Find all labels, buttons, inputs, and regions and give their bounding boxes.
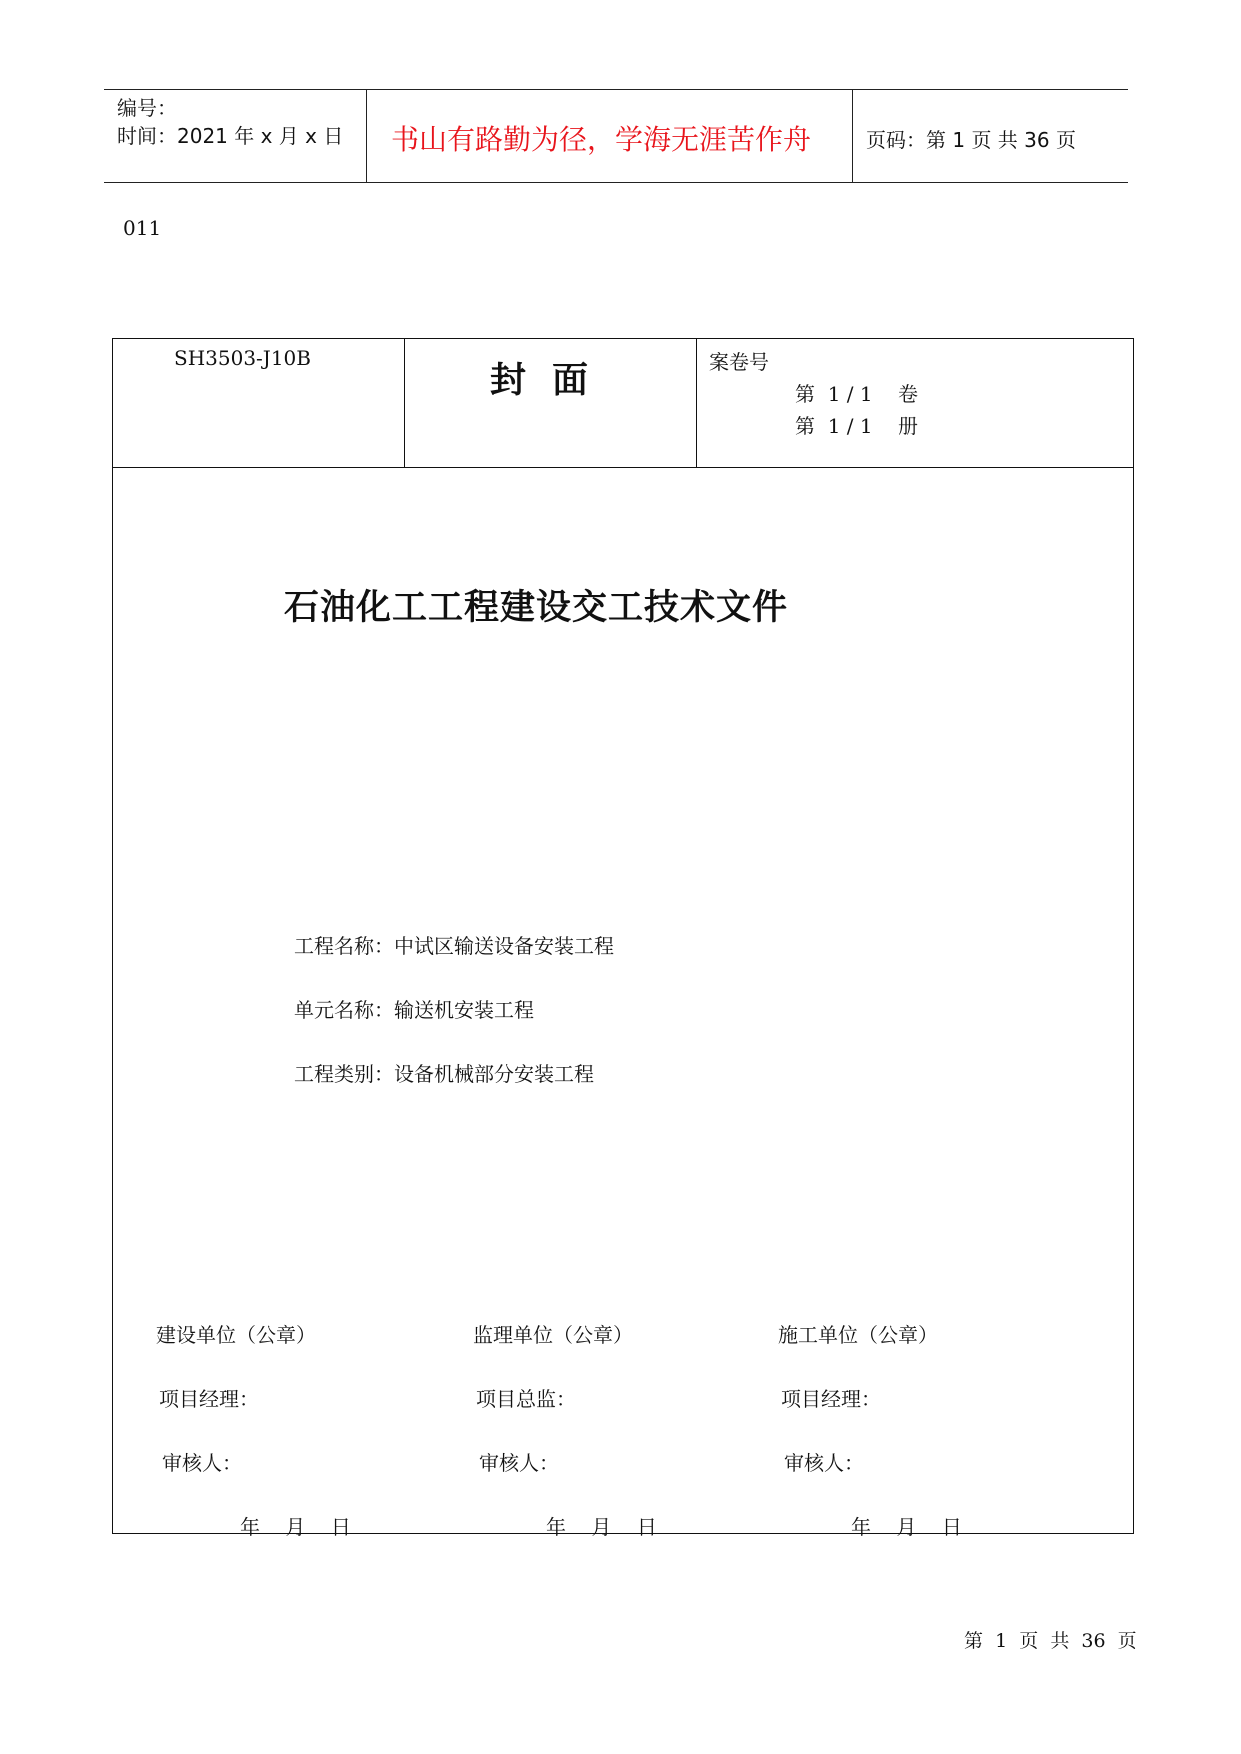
owner-project-manager: 项目经理： — [159, 1387, 259, 1411]
footer-page-number: 第 1 页 共 36 页 — [964, 1630, 1137, 1652]
document-code: 011 — [123, 216, 162, 240]
header-divider-left — [366, 89, 367, 182]
unit-name: 单元名称：输送机安装工程 — [294, 998, 534, 1022]
supervisor-reviewer: 审核人： — [479, 1451, 559, 1475]
owner-date: 年 月 日 — [240, 1515, 351, 1539]
book-number: 第 1 / 1 册 — [795, 414, 919, 438]
project-type: 工程类别：设备机械部分安装工程 — [294, 1062, 594, 1086]
cover-header-divider-1 — [404, 338, 405, 468]
volume-number: 第 1 / 1 卷 — [795, 382, 919, 406]
owner-reviewer: 审核人： — [162, 1451, 242, 1475]
construction-owner-seal: 建设单位（公章） — [156, 1323, 316, 1347]
header-number-label: 编号： — [117, 96, 177, 120]
contractor-date: 年 月 日 — [851, 1515, 962, 1539]
header-bottom-rule — [104, 182, 1128, 183]
archive-number-label: 案卷号 — [709, 350, 769, 374]
cover-title: 封面 — [490, 359, 615, 401]
cover-frame — [112, 338, 1134, 1534]
header-motto: 书山有路勤为径，学海无涯苦作舟 — [391, 123, 812, 156]
header-divider-right — [852, 89, 853, 182]
contractor-seal: 施工单位（公章） — [778, 1323, 938, 1347]
contractor-reviewer: 审核人： — [784, 1451, 864, 1475]
cover-header-divider-2 — [696, 338, 697, 468]
main-title: 石油化工工程建设交工技术文件 — [284, 587, 789, 628]
header-top-rule — [104, 89, 1128, 90]
supervisor-seal: 监理单位（公章） — [473, 1323, 633, 1347]
supervisor-date: 年 月 日 — [546, 1515, 657, 1539]
supervisor-chief: 项目总监： — [476, 1387, 576, 1411]
header-page-label: 页码：第 1 页 共 36 页 — [866, 128, 1076, 152]
project-name: 工程名称：中试区输送设备安装工程 — [294, 934, 614, 958]
contractor-project-manager: 项目经理： — [781, 1387, 881, 1411]
cover-header-rule — [112, 467, 1134, 468]
header-time-label: 时间：2021 年 x 月 x 日 — [117, 124, 344, 148]
form-code: SH3503-J10B — [174, 346, 311, 370]
